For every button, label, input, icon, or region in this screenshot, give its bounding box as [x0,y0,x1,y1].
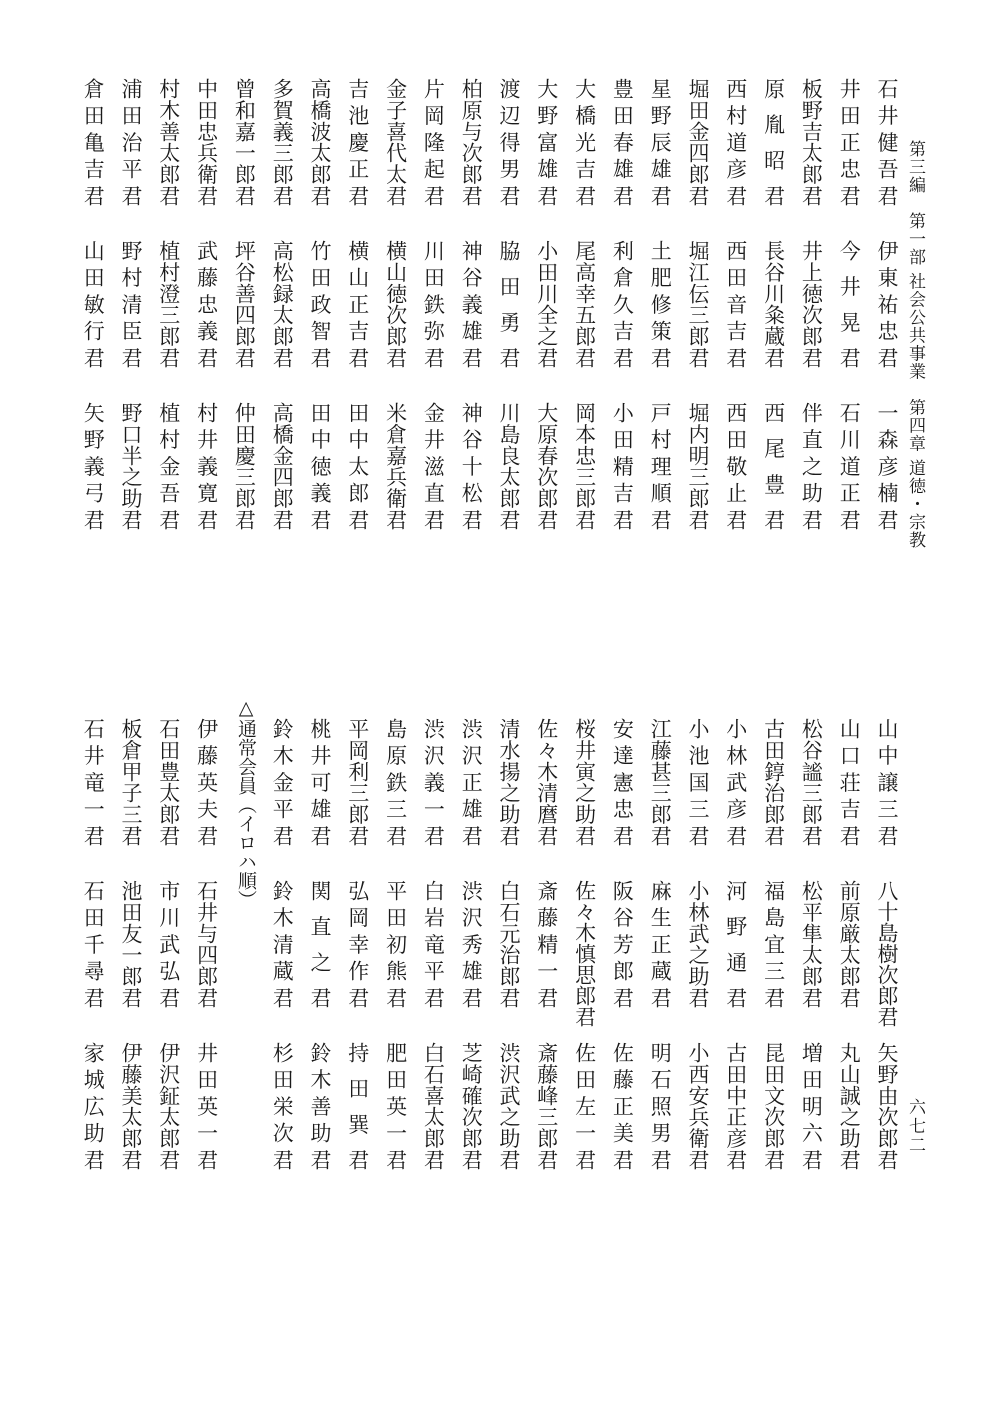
member-name: 桜井寅之助君 [572,718,597,847]
member-name: 石井健吾君 [875,78,899,212]
member-name: 堀内明三郎君 [686,402,710,531]
member-name: 堀田金四郎君 [686,78,710,207]
member-name: 渋沢武之助君 [497,1042,521,1171]
member-name: 金子喜代太君 [383,78,408,207]
member-name: 神谷義雄君 [459,240,484,374]
member-name: 白石元治郎君 [497,880,521,1009]
member-name: 堀江伝三郎君 [686,240,710,369]
member-name: 肥田英一君 [383,1042,408,1176]
member-name: 植村金吾君 [156,402,181,536]
member-name: 石井与四郎君 [194,880,219,1009]
member-name: 古田錞治郎君 [761,718,786,847]
member-name: 伊藤美太郎君 [119,1042,143,1171]
member-name: 西村道彦君 [723,78,748,212]
member-name: 斎藤峰三郎君 [534,1042,559,1171]
member-name: 白石喜太郎君 [421,1042,446,1171]
member-name: 竹田政智君 [308,240,332,374]
member-name: 井田正忠君 [837,78,862,212]
member-name: 岡本忠三郎君 [572,402,597,531]
member-name: 阪谷芳郎君 [610,880,635,1014]
member-name: 高橋波太郎君 [308,78,332,207]
member-name: 石田千尋君 [81,880,106,1014]
member-name: 一森彦楠君 [875,402,899,536]
member-name: 渋沢秀雄君 [459,880,484,1014]
member-name: 今井晃君 [837,240,862,383]
member-name: 豊田春雄君 [610,78,635,212]
member-name: 星野辰雄君 [648,78,673,212]
member-name: 安達憲忠君 [610,718,635,852]
member-name: 土肥修策君 [648,240,673,374]
member-name: 高松録太郎君 [270,240,295,369]
member-name: 佐々木清麿君 [534,718,559,847]
member-name: 桃井可雄君 [308,718,332,852]
member-name: 伊東祐忠君 [875,240,899,374]
member-name: 鈴木善助君 [308,1042,332,1176]
member-name: 西田敬止君 [723,402,748,536]
member-name: 石井竜一君 [81,718,106,852]
member-name: 川島良太郎君 [497,402,521,531]
member-name: 大橋光吉君 [572,78,597,212]
member-name: 古田中正彦君 [723,1042,748,1171]
member-name: 鈴木清蔵君 [270,880,295,1014]
member-name: 芝崎確次郎君 [459,1042,484,1171]
member-name: 板倉甲子三君 [119,718,143,847]
member-name: 白岩竜平君 [421,880,446,1014]
member-name: 渡辺得男君 [497,78,521,212]
member-name: 金井滋直君 [421,402,446,536]
member-name: 倉田亀吉君 [81,78,106,212]
member-name: 持田巽君 [345,1042,370,1185]
member-name: 曾和嘉一郎君 [232,78,257,207]
member-name: 前原厳太郎君 [837,880,862,1009]
member-name: 平田初熊君 [383,880,408,1014]
member-name: 鈴木金平君 [270,718,295,852]
member-name: 吉池慶正君 [345,78,370,212]
member-name: 池田友一郎君 [119,880,143,1009]
member-name: 中田忠兵衛君 [194,78,219,207]
member-name: 西田音吉君 [723,240,748,374]
member-name: 大原春次郎君 [534,402,559,531]
member-name: 田中徳義君 [308,402,332,536]
member-name: 石川道正君 [837,402,862,536]
member-name: 丸山誠之助君 [837,1042,862,1171]
member-name: 板野吉太郎君 [799,78,824,207]
member-name: 神谷十松君 [459,402,484,536]
member-name: 伊沢鉦太郎君 [156,1042,181,1171]
member-name: 利倉久吉君 [610,240,635,374]
member-name: 村井義寛君 [194,402,219,536]
member-name: 江藤甚三郎君 [648,718,673,847]
member-name: 斎藤精一君 [534,880,559,1014]
member-name: 石田豊太郎君 [156,718,181,847]
member-name: 清水揚之助君 [497,718,521,847]
member-name: 渋沢正雄君 [459,718,484,852]
header-part: 第三編 [905,140,925,194]
member-name: 高橋金四郎君 [270,402,295,531]
member-name: 小田川全之君 [534,240,559,369]
member-name: 原胤昭君 [761,78,786,221]
member-name: 仲田慶三郎君 [232,402,257,531]
member-name: 山口荘吉君 [837,718,862,852]
member-name: 脇田勇君 [497,240,521,383]
member-name: 矢野義弓君 [81,402,106,536]
member-name: 坪谷善四郎君 [232,240,257,369]
member-name: 横山徳次郎君 [383,240,408,369]
member-name: 小西安兵衛君 [686,1042,710,1171]
member-name: 田中太郎君 [345,402,370,536]
member-name: 米倉嘉兵衛君 [383,402,408,531]
member-name: 佐田左一君 [572,1042,597,1176]
member-name: 山中譲三君 [875,718,899,852]
member-name: 八十島樹次郎君 [875,880,899,1027]
member-name: 河野通君 [723,880,748,1023]
member-name: 麻生正蔵君 [648,880,673,1014]
member-name: 川田鉄弥君 [421,240,446,374]
member-name: 伊藤英夫君 [194,718,219,852]
member-name: 山田敏行君 [81,240,106,374]
member-name: 市川武弘君 [156,880,181,1014]
member-name: 井上徳次郎君 [799,240,824,369]
member-name: 松谷謐三郎君 [799,718,824,847]
member-name: 小池国三君 [686,718,710,852]
member-name: 小林武彦君 [723,718,748,852]
member-name: 野口半之助君 [119,402,143,531]
header-section: 第一部 社会公共事業 [905,212,925,381]
member-name: 松平隼太郎君 [799,880,824,1009]
member-name: 野村清臣君 [119,240,143,374]
member-name: 尾高幸五郎君 [572,240,597,369]
member-name: 佐々木慎思郎君 [572,880,597,1027]
section-heading: △通常会員（イロハ順） [235,697,257,909]
member-name: 杉田栄次君 [270,1042,295,1176]
member-name: 渋沢義一君 [421,718,446,852]
member-name: 明石照男君 [648,1042,673,1176]
member-name: 昆田文次郎君 [761,1042,786,1171]
member-name: 福島宜三君 [761,880,786,1014]
member-name: 戸村理順君 [648,402,673,536]
page-number: 六七二 [905,1098,925,1155]
member-name: 家城広助君 [81,1042,106,1176]
member-name: 多賀義三郎君 [270,78,295,207]
member-name: 関直之君 [308,880,332,1023]
member-name: 柏原与次郎君 [459,78,484,207]
member-name: 村木善太郎君 [156,78,181,207]
member-name: 平岡利三郎君 [345,718,370,847]
member-name: 西尾豊君 [761,402,786,545]
member-name: 増田明六君 [799,1042,824,1176]
running-header [906,140,923,549]
member-name: 大野富雄君 [534,78,559,212]
member-name: 長谷川粂蔵君 [761,240,786,369]
member-name: 島原鉄三君 [383,718,408,852]
member-name: 横山正吉君 [345,240,370,374]
member-name: 佐藤正美君 [610,1042,635,1176]
member-name: 武藤忠義君 [194,240,219,374]
header-chapter: 第四章 道徳・宗教 [905,398,925,549]
member-name: 弘岡幸作君 [345,880,370,1014]
member-name: 伴直之助君 [799,402,824,536]
member-name: 小田精吉君 [610,402,635,536]
member-name: 植村澄三郎君 [156,240,181,369]
member-name: 浦田治平君 [119,78,143,212]
member-name: 井田英一君 [194,1042,219,1176]
member-name: 小林武之助君 [686,880,710,1009]
member-name: 片岡隆起君 [421,78,446,212]
member-name: 矢野由次郎君 [875,1042,899,1171]
